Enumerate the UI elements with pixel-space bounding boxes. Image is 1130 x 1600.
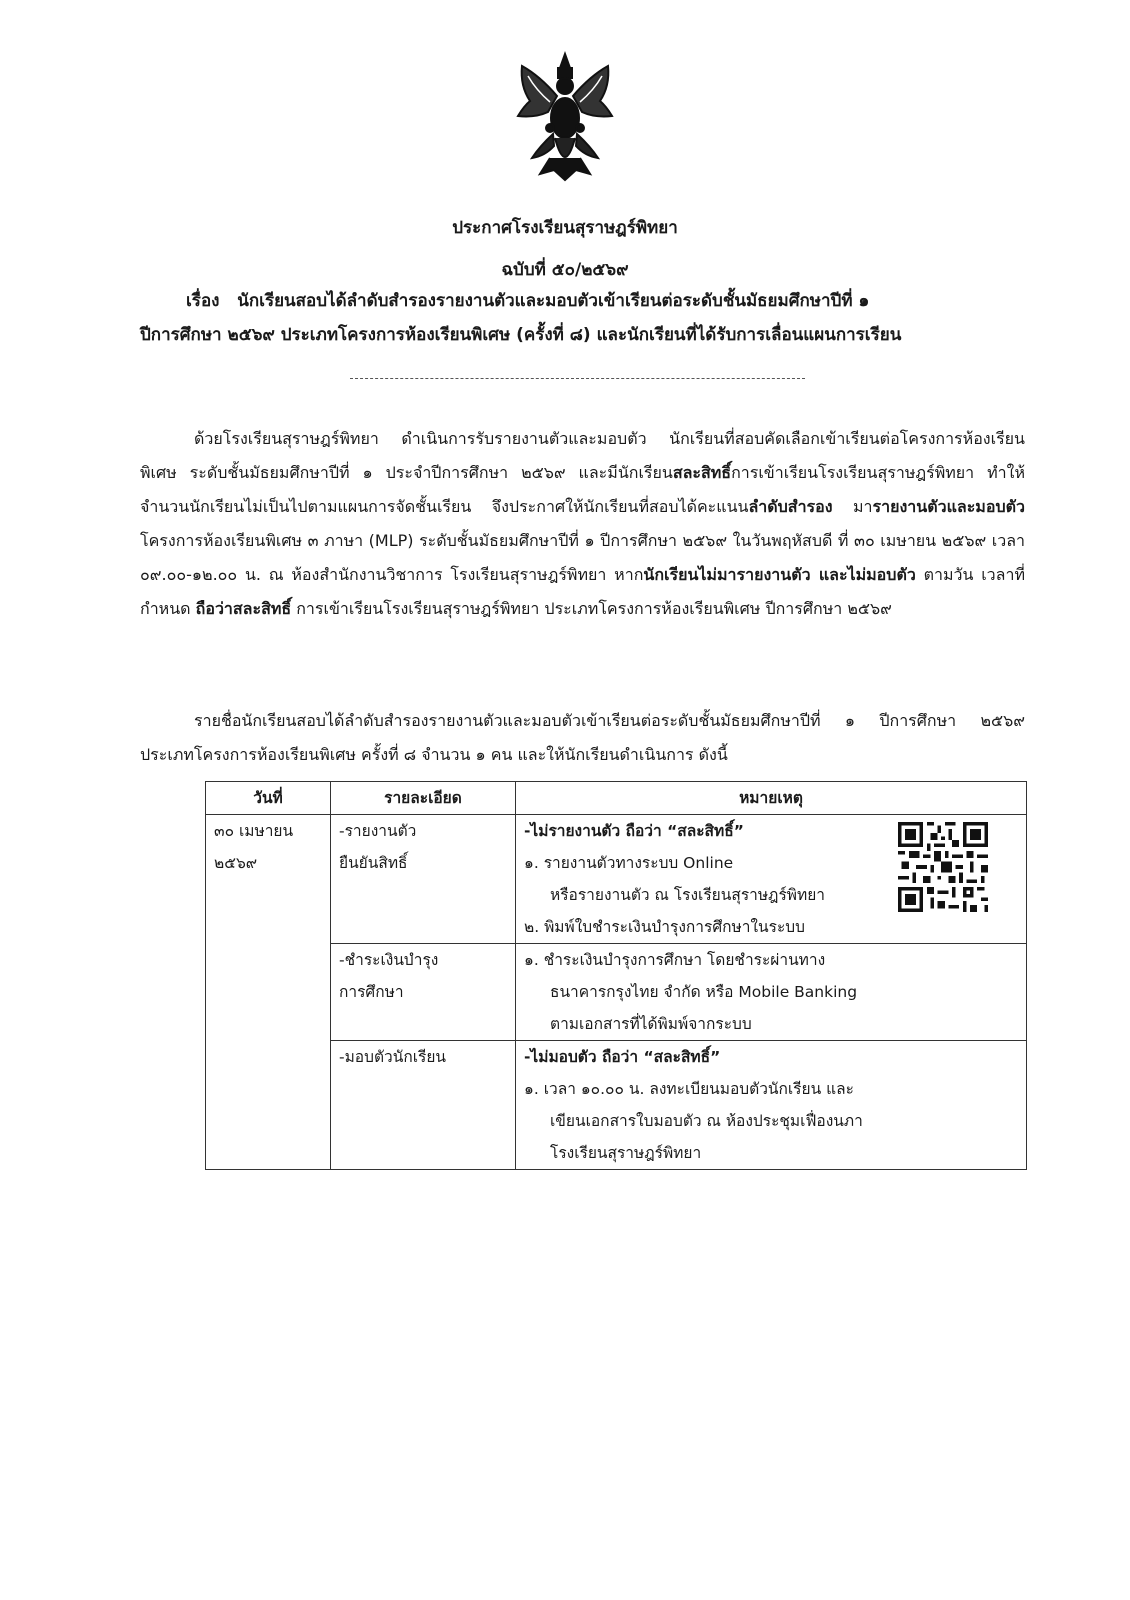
detail-cell: -ชำระเงินบำรุง การศึกษา	[331, 944, 516, 1041]
announcement-subject	[140, 284, 1020, 352]
detail-cell: -รายงานตัว ยืนยันสิทธิ์	[331, 815, 516, 944]
detail-cell: -มอบตัวนักเรียน	[331, 1041, 516, 1170]
qr-code-icon[interactable]	[898, 822, 988, 912]
body-paragraph-2: รายชื่อนักเรียนสอบได้ลำดับสำรองรายงานตัวและมอบตัวเข้าเรียนต่อระดับชั้นมัธยมศึกษาปีที่ ๑ ปีการศึกษา ๒๕๖๙ ประเภทโครงการห้องเรียนพิเศษ ครั้งที่ ๘ จำนวน ๑ คน และให้นักเรียนดำเนินการ ดังนี้	[140, 711, 1025, 764]
header-note: หมายเหตุ	[516, 782, 1027, 815]
header-detail: รายละเอียด	[331, 782, 516, 815]
garuda-emblem-icon	[510, 46, 620, 186]
announcement-number: ฉบับที่ ๕๐/๒๕๖๙	[501, 260, 629, 280]
subject-line-2: ปีการศึกษา ๒๕๖๙ ประเภทโครงการห้องเรียนพิเศษ (ครั้งที่ ๘) และนักเรียนที่ได้รับการเลื่อนแผนการเรียน	[140, 325, 902, 345]
separator-line	[350, 378, 805, 379]
subject-line-1: นักเรียนสอบได้ลำดับสำรองรายงานตัวและมอบตัวเข้าเรียนต่อระดับชั้นมัธยมศึกษาปีที่ ๑	[237, 291, 870, 311]
note-cell: ๑. ชำระเงินบำรุงการศึกษา โดยชำระผ่านทาง ธนาคารกรุงไทย จำกัด หรือ Mobile Banking ตามเอกสารที่ได้พิมพ์จากระบบ	[516, 944, 1027, 1041]
subject-label: เรื่อง	[186, 291, 220, 311]
table-header-row	[206, 782, 1027, 815]
date-cell: ๓๐ เมษายน ๒๕๖๙	[206, 815, 331, 1170]
note-cell: -ไม่รายงานตัว ถือว่า “สละสิทธิ์” ๑. รายงานตัวทางระบบ Online หรือรายงานตัว ณ โรงเรียนสุราษฎร์พิทยา ๒. พิมพ์ใบชำระเงินบำรุงการศึกษาในระบบ	[516, 815, 1027, 944]
header-date: วันที่	[206, 782, 331, 815]
announcement-title: ประกาศโรงเรียนสุราษฎร์พิทยา	[452, 218, 678, 238]
body-paragraph-1: ด้วยโรงเรียนสุราษฎร์พิทยา ดำเนินการรับรายงานตัวและมอบตัว นักเรียนที่สอบคัดเลือกเข้าเรียนต่อโครงการห้องเรียนพิเศษ ระดับชั้นมัธยมศึกษาปีที่ ๑ ประจำปีการศึกษา ๒๕๖๙ และมีนักเรียนสละสิทธิ์การเข้าเรียนโรงเรียนสุราษฎร์พิทยา ทำให้จำนวนนักเรียนไม่เป็นไปตามแผนการจัดชั้นเรียน จึงประกาศให้นักเรียนที่สอบได้คะแนนลำดับสำรอง มารายงานตัวและมอบตัวโครงการห้องเรียนพิเศษ ๓ ภาษา (MLP) ระดับชั้นมัธยมศึกษาปีที่ ๑ ปีการศึกษา ๒๕๖๙ ในวันพฤหัสบดี ที่ ๓๐ เมษายน ๒๕๖๙ เวลา ๐๙.๐๐-๑๒.๐๐ น. ณ ห้องสำนักงานวิชาการ โรงเรียนสุราษฎร์พิทยา หากนักเรียนไม่มารายงานตัว และไม่มอบตัว ตามวัน เวลาที่กำหนด ถือว่าสละสิทธิ์ การเข้าเรียนโรงเรียนสุราษฎร์พิทยา ประเภทโครงการห้องเรียนพิเศษ ปีการศึกษา ๒๕๖๙	[140, 429, 1025, 618]
note-cell: -ไม่มอบตัว ถือว่า “สละสิทธิ์” ๑. เวลา ๑๐.๐๐ น. ลงทะเบียนมอบตัวนักเรียน และ เขียนเอกสารใบมอบตัว ณ ห้องประชุมเฟื่องนภา โรงเรียนสุราษฎร์พิทยา	[516, 1041, 1027, 1170]
